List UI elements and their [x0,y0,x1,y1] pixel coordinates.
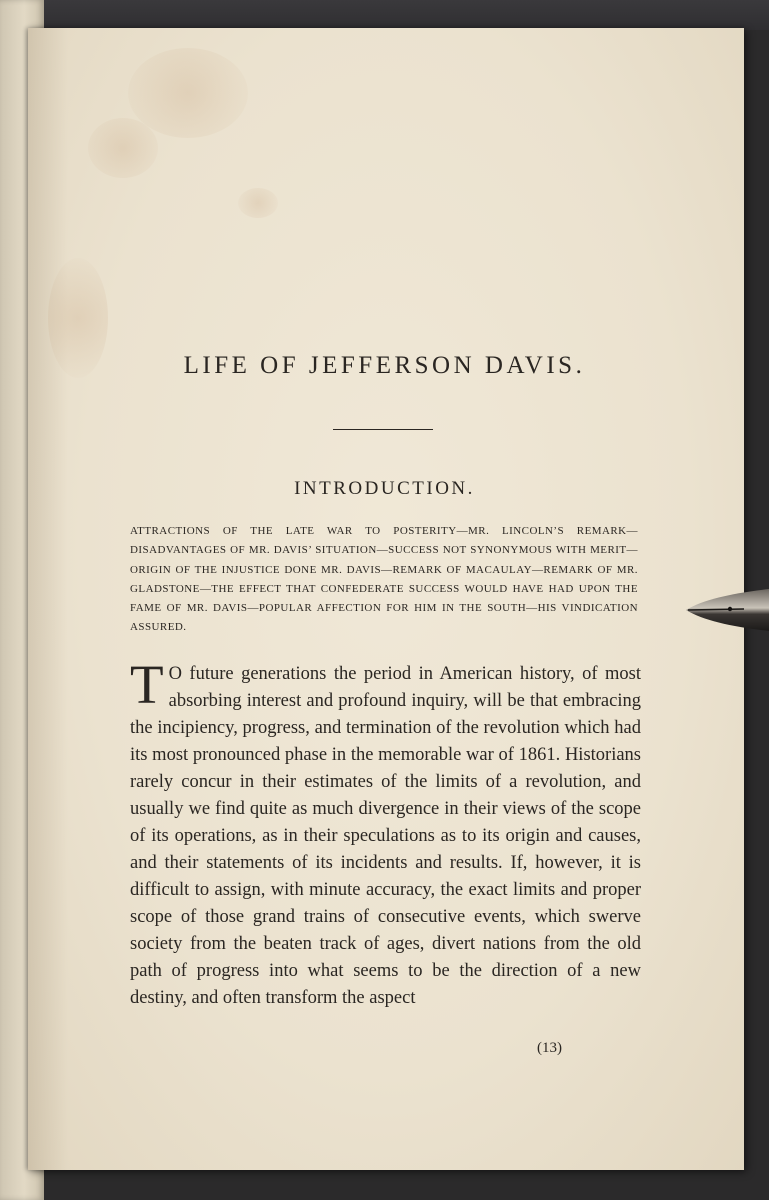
section-heading: INTRODUCTION. [294,478,475,499]
drop-cap: T [130,654,164,715]
body-text: O future generations the period in American history, of most absorbing interest and profound inquiry, will be that embracing the incipiency, progress, and termination of the revolution which had its most pronounced phase in the memorable war of 1861. Historians rarely concur in their estimates of the limits of a revolution, and usually we find quite as much divergence in their views of the scope of its operations, as in their speculations as to its origin and causes, and their statements of its incidents and results. If, however, it is difficult to assign, with minute accuracy, the exact limits and proper scope of those grand trains of consecutive events, which swerve society from the beaten track of ages, divert nations from the old path of progress into what seems to be the direction of a new destiny, and often transform the aspect [130,664,641,1008]
book-title: LIFE OF JEFFERSON DAVIS. [183,352,586,379]
chapter-summary: ATTRACTIONS OF THE LATE WAR TO POSTERITY—MR. LINCOLN’S REMARK—DISADVANTAGES OF MR. DAVIS’ SITUATION—SUCCESS NOT SYNONYMOUS WITH MERIT—ORIGIN OF THE INJUSTICE DONE MR. DAVIS—REMARK OF MACAULAY—REMARK OF MR. GLADSTONE—THE EFFECT THAT CONFEDERATE SUCCESS WOULD HAVE HAD UPON THE FAME OF MR. DAVIS—POPULAR AFFECTION FOR HIM IN THE SOUTH—HIS VINDICATION ASSURED. [130,525,638,634]
body-paragraph [130,654,641,1012]
pen-nib-icon [684,585,769,635]
title-divider [333,429,433,430]
background [0,0,769,30]
page-number: (13) [537,1040,562,1056]
